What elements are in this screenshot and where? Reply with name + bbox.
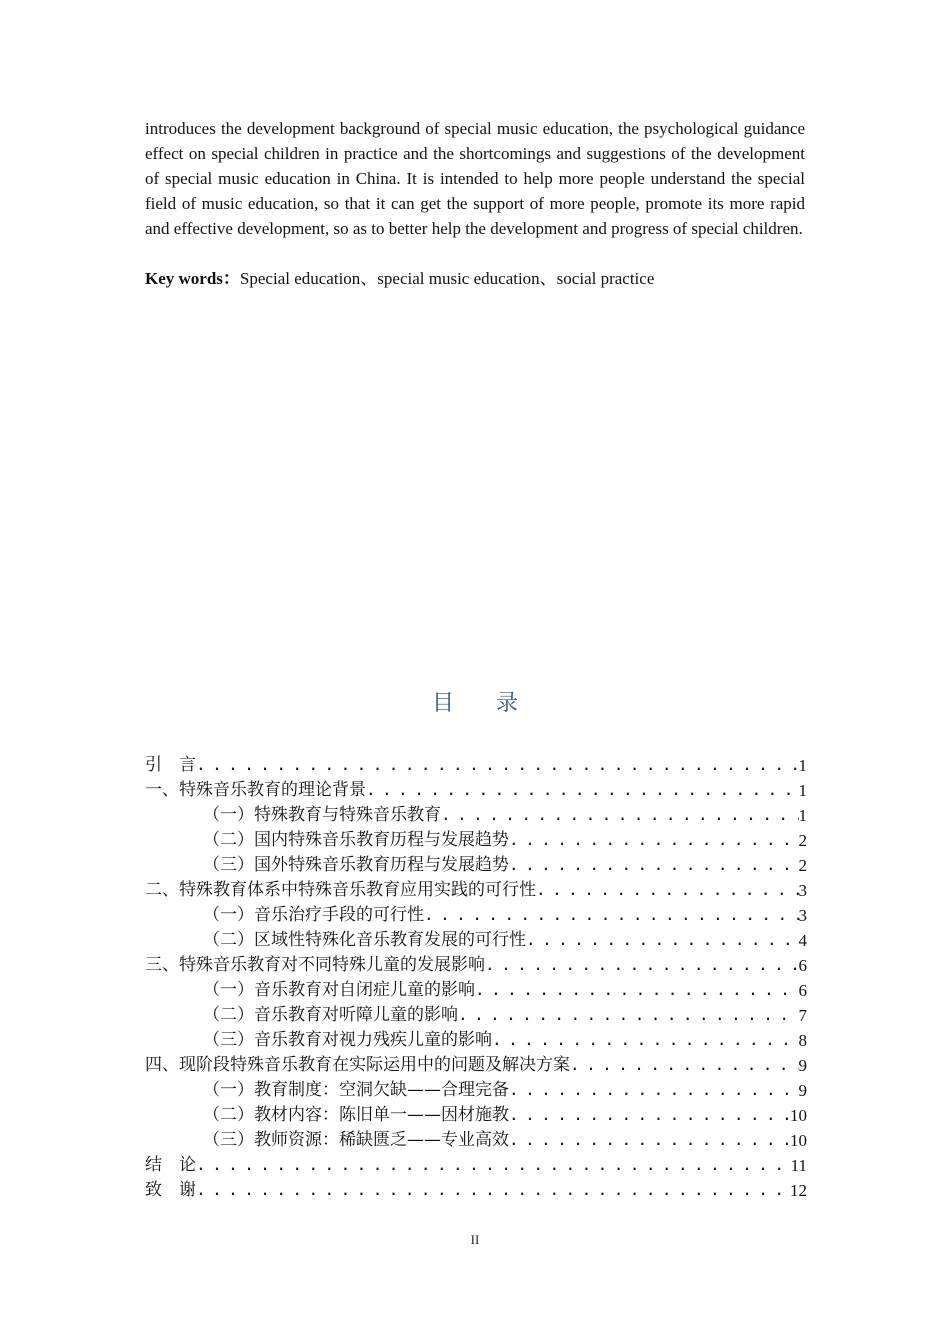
toc-title	[0, 686, 950, 717]
toc-entry-label: （三）音乐教育对视力残疾儿童的影响	[203, 1030, 492, 1050]
toc-title-left: 目	[431, 691, 454, 716]
toc-entry-label: 引 言	[145, 755, 196, 775]
toc-entry[interactable]	[145, 978, 807, 1003]
toc-entry-page: 9	[798, 1081, 807, 1100]
toc-entry[interactable]	[145, 1053, 807, 1078]
toc-leader-dots	[485, 953, 799, 978]
toc-title-right: 录	[496, 691, 519, 716]
toc-entry-label: 结 论	[145, 1155, 196, 1175]
toc-entry[interactable]	[145, 1003, 807, 1028]
toc-leader-dots	[509, 853, 799, 878]
table-of-contents	[145, 753, 807, 1203]
toc-entry[interactable]	[145, 853, 807, 878]
toc-entry-label: （二）国内特殊音乐教育历程与发展趋势	[203, 830, 509, 850]
toc-entry-page: 6	[798, 956, 807, 975]
toc-entry[interactable]	[145, 1078, 807, 1103]
toc-entry-page: 10	[790, 1131, 807, 1150]
toc-entry[interactable]	[145, 903, 807, 928]
toc-entry-label: （二）区域性特殊化音乐教育发展的可行性	[203, 930, 526, 950]
toc-entry[interactable]	[145, 778, 807, 803]
toc-entry-label: （三）国外特殊音乐教育历程与发展趋势	[203, 855, 509, 875]
toc-entry[interactable]	[145, 828, 807, 853]
toc-entry-label: （一）教育制度：空洞欠缺——合理完备	[203, 1080, 509, 1100]
toc-entry-page: 1	[798, 756, 807, 775]
toc-leader-dots	[458, 1003, 799, 1028]
keywords-label: Key words：	[145, 269, 240, 288]
toc-entry-page: 1	[798, 781, 807, 800]
toc-leader-dots	[570, 1053, 799, 1078]
toc-entry[interactable]	[145, 1128, 807, 1153]
toc-entry-label: （一）音乐治疗手段的可行性	[203, 905, 424, 925]
toc-entry-label: 四、现阶段特殊音乐教育在实际运用中的问题及解决方案	[145, 1055, 570, 1075]
keywords-text: Special education、special music education、social practice	[239, 269, 655, 288]
toc-leader-dots	[475, 978, 799, 1003]
toc-entry-page: 8	[798, 1031, 807, 1050]
toc-entry-page: 3	[798, 881, 807, 900]
toc-entry[interactable]	[145, 928, 807, 953]
toc-entry-page: 12	[790, 1181, 807, 1200]
toc-entry[interactable]	[145, 953, 807, 978]
toc-leader-dots	[536, 878, 799, 903]
toc-entry-label: 一、特殊音乐教育的理论背景	[145, 780, 366, 800]
toc-leader-dots	[424, 903, 799, 928]
toc-entry-page: 7	[798, 1006, 807, 1025]
page-number-footer: II	[470, 1232, 480, 1247]
toc-entry-page: 2	[798, 856, 807, 875]
toc-leader-dots	[509, 1078, 799, 1103]
keywords-line	[145, 266, 825, 291]
toc-entry-label: （一）音乐教育对自闭症儿童的影响	[203, 980, 475, 1000]
toc-entry-page: 6	[798, 981, 807, 1000]
toc-leader-dots	[366, 778, 799, 803]
toc-entry-page: 11	[790, 1156, 807, 1175]
toc-leader-dots	[492, 1028, 799, 1053]
toc-entry-label: （二）教材内容：陈旧单一——因材施教	[203, 1105, 509, 1125]
toc-entry[interactable]	[145, 1178, 807, 1203]
toc-entry[interactable]	[145, 753, 807, 778]
toc-leader-dots	[509, 1128, 790, 1153]
toc-leader-dots	[441, 803, 799, 828]
toc-entry[interactable]	[145, 1103, 807, 1128]
toc-entry-label: （三）教师资源：稀缺匮乏——专业高效	[203, 1130, 509, 1150]
toc-leader-dots	[526, 928, 799, 953]
toc-entry[interactable]	[145, 1153, 807, 1178]
toc-entry-page: 9	[798, 1056, 807, 1075]
toc-entry-label: 二、特殊教育体系中特殊音乐教育应用实践的可行性	[145, 880, 536, 900]
toc-entry-label: （一）特殊教育与特殊音乐教育	[203, 805, 441, 825]
toc-entry[interactable]	[145, 1028, 807, 1053]
toc-entry[interactable]	[145, 878, 807, 903]
toc-entry-label: 致 谢	[145, 1180, 196, 1200]
toc-entry-page: 2	[798, 831, 807, 850]
toc-entry-page: 3	[798, 906, 807, 925]
toc-leader-dots	[196, 1178, 790, 1203]
toc-entry-label: （二）音乐教育对听障儿童的影响	[203, 1005, 458, 1025]
toc-entry-page: 1	[798, 806, 807, 825]
toc-leader-dots	[196, 1153, 791, 1178]
abstract-paragraph: introduces the development background of special music education, the psychological guidance effect on special children in practice and the shortcomings and suggestions of the development of special music education in China. It is intended to help more people understand the special field of music education, so that it can get the support of more people, promote its more rapid and effective development, so as to better help the development and progress of special children.	[145, 119, 805, 238]
toc-entry-page: 10	[790, 1106, 807, 1125]
toc-entry[interactable]	[145, 803, 807, 828]
toc-leader-dots	[509, 1103, 790, 1128]
toc-leader-dots	[196, 753, 799, 778]
toc-entry-label: 三、特殊音乐教育对不同特殊儿童的发展影响	[145, 955, 485, 975]
toc-leader-dots	[509, 828, 799, 853]
toc-entry-page: 4	[798, 931, 807, 950]
